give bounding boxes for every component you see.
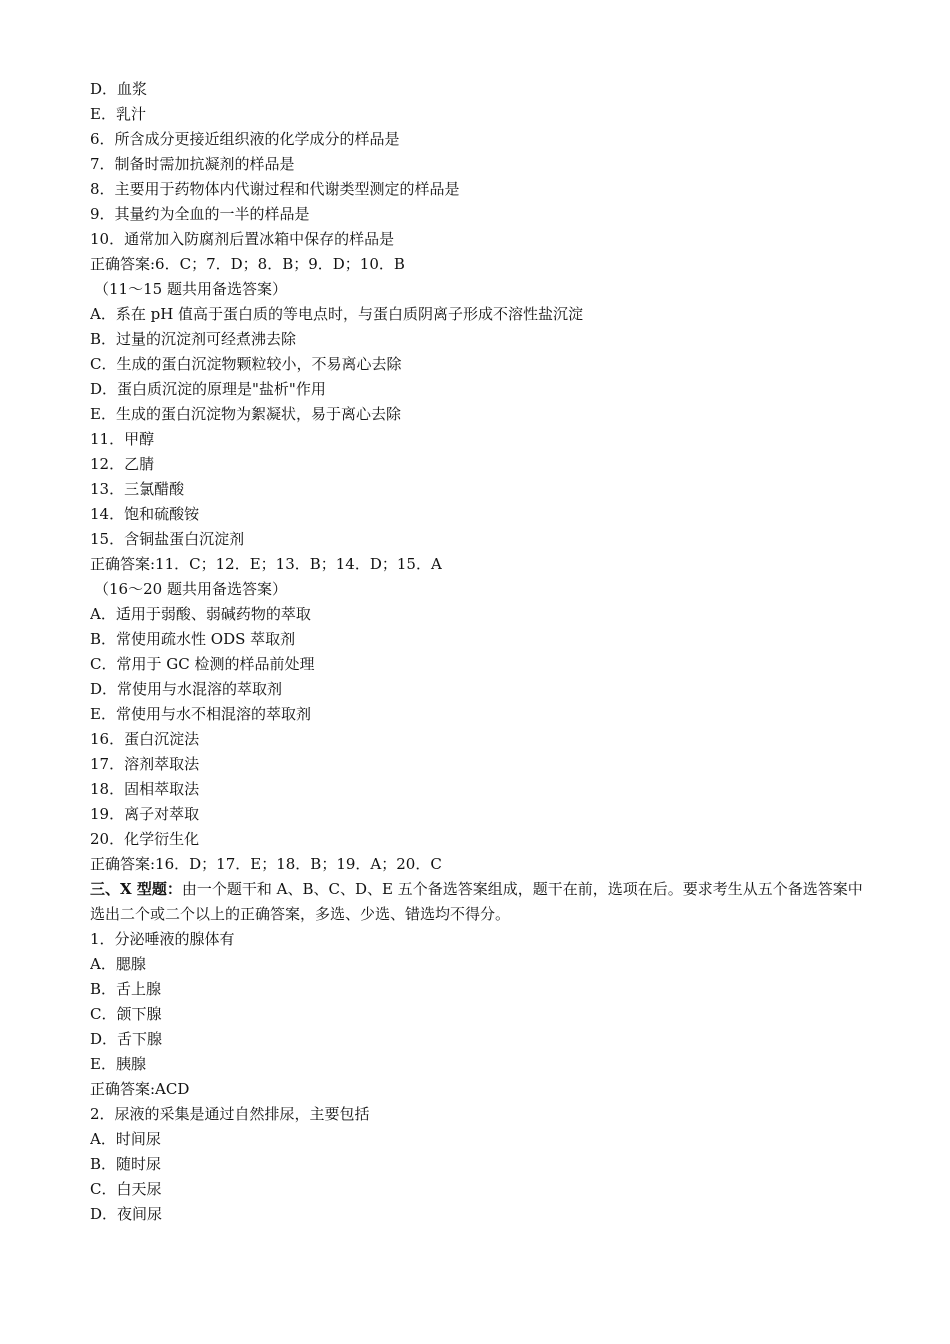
question-7: 7．制备时需加抗凝剂的样品是 xyxy=(90,155,295,173)
option-b: B．常使用疏水性 ODS 萃取剂 xyxy=(90,630,296,648)
answer-16-20: 正确答案:16．D；17．E；18．B；19．A；20．C xyxy=(90,855,442,873)
question-15: 15．含铜盐蛋白沉淀剂 xyxy=(90,530,245,548)
option-e: E．乳汁 xyxy=(90,105,146,123)
question-17: 17．溶剂萃取法 xyxy=(90,755,200,773)
group-header-11-15: （11～15 题共用备选答案） xyxy=(94,280,287,298)
section-title: 三、X 型题： xyxy=(90,880,182,898)
option-e: E．常使用与水不相混溶的萃取剂 xyxy=(90,705,311,723)
question-2: 2．尿液的采集是通过自然排尿，主要包括 xyxy=(90,1105,370,1123)
option-b: B．舌上腺 xyxy=(90,980,162,998)
option-a: A．时间尿 xyxy=(90,1130,161,1148)
option-c: C．常用于 GC 检测的样品前处理 xyxy=(90,655,315,673)
question-9: 9．其量约为全血的一半的样品是 xyxy=(90,205,310,223)
option-a: A．系在 pH 值高于蛋白质的等电点时，与蛋白质阴离子形成不溶性盐沉淀 xyxy=(90,305,584,323)
option-b: B．过量的沉淀剂可经煮沸去除 xyxy=(90,330,297,348)
question-8: 8．主要用于药物体内代谢过程和代谢类型测定的样品是 xyxy=(90,180,460,198)
question-14: 14．饱和硫酸铵 xyxy=(90,505,200,523)
question-12: 12．乙腈 xyxy=(90,455,155,473)
option-c: C．生成的蛋白沉淀物颗粒较小，不易离心去除 xyxy=(90,355,402,373)
option-d: D．舌下腺 xyxy=(90,1030,163,1048)
option-d: D．常使用与水混溶的萃取剂 xyxy=(90,680,283,698)
question-1: 1．分泌唾液的腺体有 xyxy=(90,930,235,948)
question-13: 13．三氯醋酸 xyxy=(90,480,185,498)
question-10: 10．通常加入防腐剂后置冰箱中保存的样品是 xyxy=(90,230,395,248)
question-6: 6．所含成分更接近组织液的化学成分的样品是 xyxy=(90,130,400,148)
question-16: 16．蛋白沉淀法 xyxy=(90,730,200,748)
question-20: 20．化学衍生化 xyxy=(90,830,200,848)
option-c: C．颌下腺 xyxy=(90,1005,162,1023)
question-18: 18．固相萃取法 xyxy=(90,780,200,798)
document-body xyxy=(90,77,870,1227)
option-e: E．生成的蛋白沉淀物为絮凝状，易于离心去除 xyxy=(90,405,401,423)
group-header-16-20: （16～20 题共用备选答案） xyxy=(94,580,287,598)
answer-11-15: 正确答案:11．C；12．E；13．B；14．D；15．A xyxy=(90,555,442,573)
question-11: 11．甲醇 xyxy=(90,430,155,448)
question-19: 19．离子对萃取 xyxy=(90,805,200,823)
answer-q1: 正确答案:ACD xyxy=(90,1080,190,1098)
option-a: A．腮腺 xyxy=(90,955,146,973)
option-e: E．胰腺 xyxy=(90,1055,146,1073)
option-d: D．蛋白质沉淀的原理是"盐析"作用 xyxy=(90,380,326,398)
answer-6-10: 正确答案:6．C；7．D；8．B；9．D；10．B xyxy=(90,255,405,273)
option-c: C．白天尿 xyxy=(90,1180,162,1198)
section-x-type-intro xyxy=(90,877,870,927)
option-d: D．血浆 xyxy=(90,80,148,98)
option-b: B．随时尿 xyxy=(90,1155,162,1173)
option-d: D．夜间尿 xyxy=(90,1205,163,1223)
section-description: 由一个题干和 A、B、C、D、E 五个备选答案组成，题干在前，选项在后。要求考生从五个备选答案中选出二个或二个以上的正确答案，多选、少选、错选均不得分。 xyxy=(90,880,863,923)
option-a: A．适用于弱酸、弱碱药物的萃取 xyxy=(90,605,311,623)
